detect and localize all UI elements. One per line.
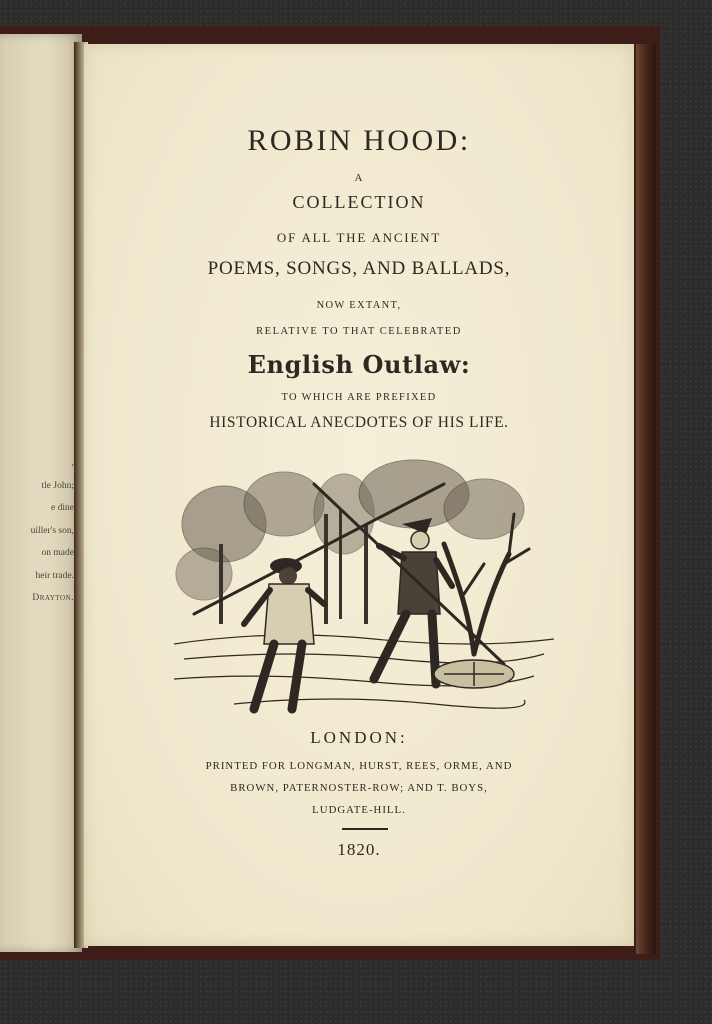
subtitle-outlaw: English Outlaw: [247, 350, 471, 379]
subtitle-poems: POEMS, SONGS, AND BALLADS, [207, 258, 511, 279]
left-page-text [0, 452, 74, 610]
page-fore-edge [636, 44, 656, 954]
imprint-line-3: LUDGATE-HILL. [312, 804, 406, 816]
left-page-line: e dine [51, 503, 74, 513]
woodcut-trees [176, 460, 524, 624]
woodcut-shield [434, 660, 514, 688]
subtitle-ancient: OF ALL THE ANCIENT [276, 230, 442, 245]
left-page [0, 34, 82, 952]
imprint-line-2: BROWN, PATERNOSTER-ROW; AND T. BOYS, [230, 782, 488, 794]
subtitle-article: A [354, 172, 364, 184]
woodcut-right-fighter [374, 518, 452, 684]
subtitle-extant: NOW EXTANT, [316, 300, 402, 311]
book-title: ROBIN HOOD: [247, 124, 471, 157]
left-page-line: , [71, 458, 74, 468]
left-page-line: heir trade. [35, 570, 74, 581]
subtitle-relative: RELATIVE TO THAT CELEBRATED [256, 326, 462, 337]
imprint-place: LONDON: [310, 728, 408, 747]
imprint-divider [342, 828, 388, 830]
imprint-year: 1820. [337, 840, 381, 859]
left-page-line: on made [41, 548, 74, 558]
title-page [84, 44, 634, 946]
subtitle-anecdotes: HISTORICAL ANECDOTES OF HIS LIFE. [209, 414, 509, 431]
subtitle-prefixed: TO WHICH ARE PREFIXED [281, 392, 437, 403]
left-page-line: tle John; [41, 480, 74, 491]
left-page-line: uiller's son, [30, 525, 74, 536]
subtitle-collection: COLLECTION [292, 192, 426, 212]
title-page-content [84, 44, 634, 946]
left-page-signature: Drayton. [32, 593, 74, 603]
woodcut-illustration [174, 454, 554, 714]
imprint-line-1: PRINTED FOR LONGMAN, HURST, REES, ORME, AND [205, 760, 513, 772]
